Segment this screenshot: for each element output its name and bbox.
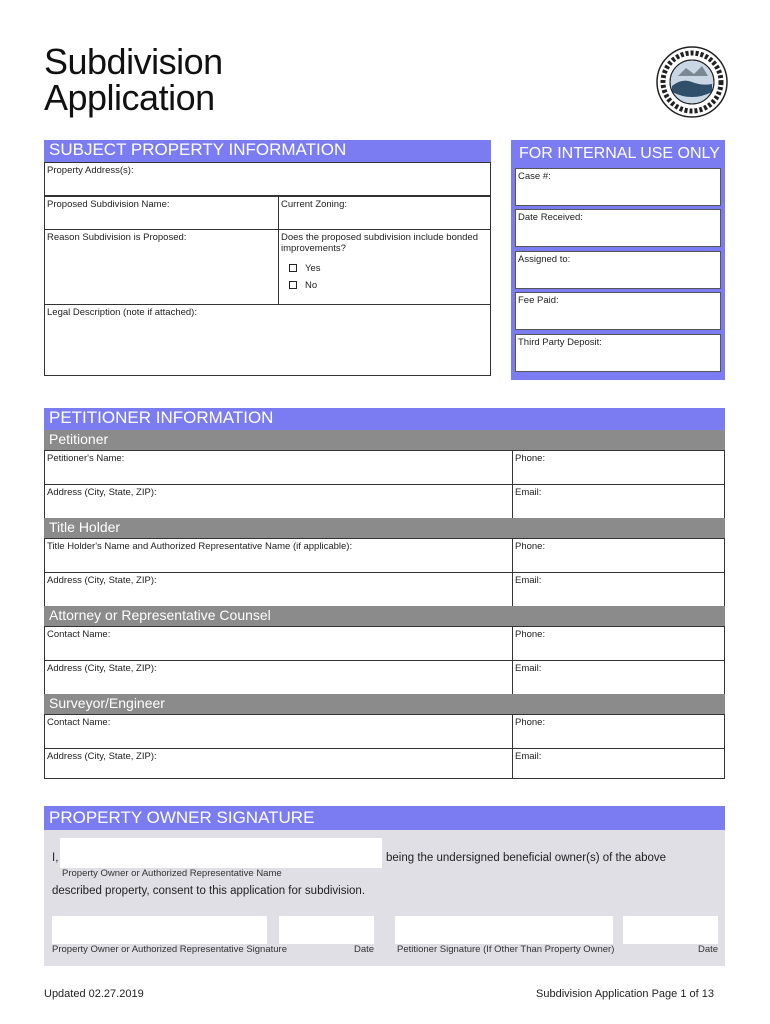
signature-panel (44, 830, 725, 966)
petitioner-phone-field[interactable]: Phone: (512, 450, 725, 485)
legal-description-label: Legal Description (note if attached): (47, 307, 197, 318)
assigned-to-field[interactable]: Assigned to: (515, 251, 721, 289)
bonded-improvements-box (278, 229, 491, 305)
petitioner-signature-input[interactable] (395, 916, 613, 944)
petitioner-address-field[interactable]: Address (City, State, ZIP): (44, 484, 513, 519)
current-zoning-label: Current Zoning: (281, 199, 348, 210)
statement-line-2: described property, consent to this application for subdivision. (52, 885, 366, 897)
title-holder-subheader: Title Holder (44, 518, 725, 538)
internal-use-panel (511, 140, 725, 380)
date-caption-1: Date (354, 944, 375, 955)
page-number: Subdivision Application Page 1 of 13 (536, 988, 714, 1000)
petitioner-subheader: Petitioner (44, 430, 725, 450)
title-holder-phone-field[interactable]: Phone: (512, 538, 725, 573)
title-holder-address-field[interactable]: Address (City, State, ZIP): (44, 572, 513, 607)
petitioner-info-header: PETITIONER INFORMATION (44, 408, 725, 430)
reason-field[interactable] (44, 229, 279, 305)
subject-property-header: SUBJECT PROPERTY INFORMATION (44, 140, 491, 162)
subdivision-name-label: Proposed Subdivision Name: (47, 199, 170, 210)
city-seal-icon (656, 46, 728, 118)
owner-date-input[interactable] (279, 916, 374, 944)
surveyor-subheader: Surveyor/Engineer (44, 694, 725, 714)
title-holder-email-field[interactable]: Email: (512, 572, 725, 607)
date-caption-2: Date (698, 944, 719, 955)
attorney-name-field[interactable]: Contact Name: (44, 626, 513, 661)
surveyor-phone-field[interactable]: Phone: (512, 714, 725, 749)
internal-use-header: FOR INTERNAL USE ONLY (519, 145, 720, 162)
petitioner-name-field[interactable]: Petitioner's Name: (44, 450, 513, 485)
case-number-field[interactable]: Case #: (515, 168, 721, 206)
surveyor-name-field[interactable]: Contact Name: (44, 714, 513, 749)
petitioner-date-input[interactable] (623, 916, 718, 944)
yes-option[interactable]: Yes (289, 263, 321, 274)
current-zoning-field[interactable] (278, 196, 491, 230)
bonded-question-label: Does the proposed subdivision include bonded improvements? (281, 232, 478, 254)
no-option[interactable]: No (289, 280, 317, 291)
reason-label: Reason Subdivision is Proposed: (47, 232, 187, 243)
owner-signature-caption: Property Owner or Authorized Representative Signature (52, 944, 287, 955)
surveyor-email-field[interactable]: Email: (512, 748, 725, 779)
attorney-email-field[interactable]: Email: (512, 660, 725, 695)
petitioner-email-field[interactable]: Email: (512, 484, 725, 519)
title-holder-name-field[interactable]: Title Holder's Name and Authorized Representative Name (if applicable): (44, 538, 513, 573)
fee-paid-field[interactable]: Fee Paid: (515, 292, 721, 330)
attorney-address-field[interactable]: Address (City, State, ZIP): (44, 660, 513, 695)
third-party-deposit-field[interactable]: Third Party Deposit: (515, 334, 721, 372)
owner-name-input[interactable] (60, 838, 382, 868)
signature-header: PROPERTY OWNER SIGNATURE (44, 806, 725, 830)
no-checkbox[interactable] (289, 281, 297, 289)
property-address-field[interactable] (44, 162, 491, 196)
owner-signature-input[interactable] (52, 916, 267, 944)
legal-description-field[interactable] (44, 304, 491, 376)
property-address-label: Property Address(s): (47, 165, 134, 176)
attorney-subheader: Attorney or Representative Counsel (44, 606, 725, 626)
i-label: I, (52, 852, 59, 864)
petitioner-signature-caption: Petitioner Signature (If Other Than Property Owner) (397, 944, 615, 955)
statement-line-1: being the undersigned beneficial owner(s) of the above (386, 852, 667, 864)
updated-date: Updated 02.27.2019 (44, 988, 144, 1000)
date-received-field[interactable]: Date Received: (515, 209, 721, 247)
owner-name-caption: Property Owner or Authorized Representative Name (62, 868, 282, 879)
attorney-phone-field[interactable]: Phone: (512, 626, 725, 661)
yes-checkbox[interactable] (289, 264, 297, 272)
subdivision-name-field[interactable] (44, 196, 279, 230)
page-title: Subdivision Application (44, 41, 223, 118)
surveyor-address-field[interactable]: Address (City, State, ZIP): (44, 748, 513, 779)
